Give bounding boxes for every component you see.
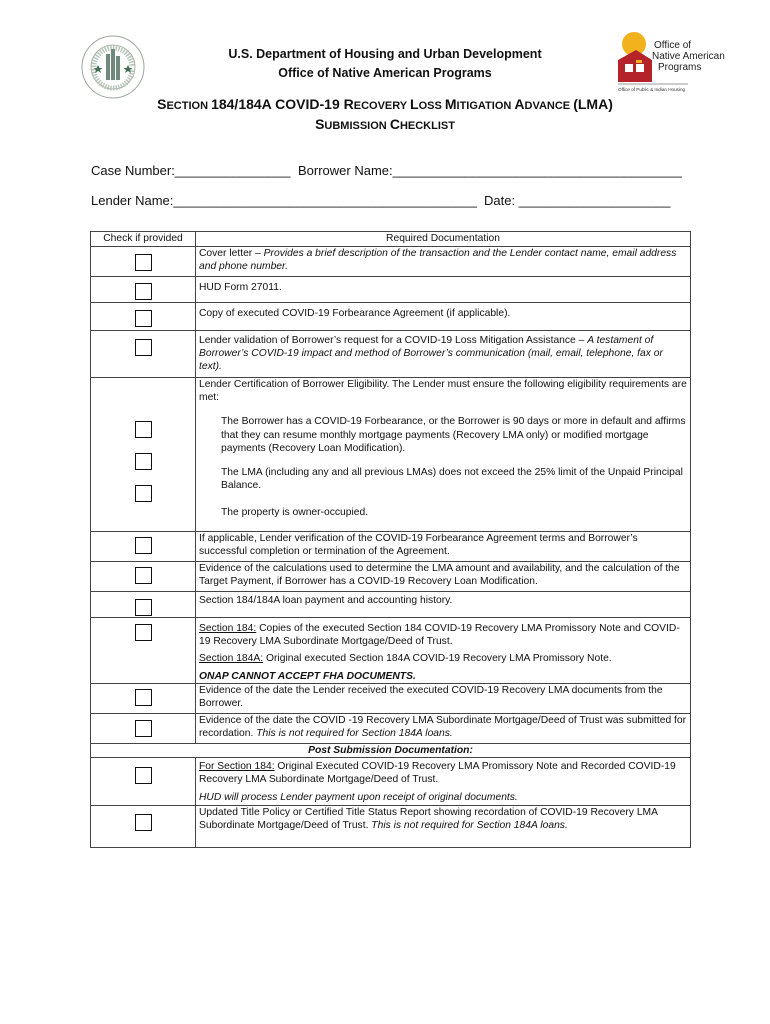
col-docs-header: Required Documentation [196, 232, 691, 247]
table-row [91, 684, 691, 714]
post-submission-heading: Post Submission Documentation: [91, 744, 691, 758]
doc-lender-validation: Lender validation of Borrower’s request for a COVID-19 Loss Mitigation Assistance – A testament of Borrower’s COVID-19 impact and method of Borrower’s communication (mail, email, telephone, fax or text). [196, 331, 691, 378]
col-check-header: Check if provided [91, 232, 196, 247]
doc-recordation-date: Evidence of the date the COVID -19 Recovery LMA Subordinate Mortgage/Deed of Trust was submitted for recordation. This is not required for Section 184A loans. [196, 714, 691, 744]
table-row [91, 247, 691, 277]
onap-logo [612, 30, 725, 96]
checkbox-original-documents[interactable] [135, 767, 152, 784]
checkbox-recordation-date[interactable] [135, 720, 152, 737]
table-row [91, 277, 691, 303]
checkbox-eligibility-forbearance[interactable] [135, 421, 152, 438]
table-row [91, 532, 691, 562]
document-subtitle: SUBMISSION CHECKLIST [315, 116, 455, 132]
checkbox-forbearance-copy[interactable] [135, 310, 152, 327]
table-row [91, 562, 691, 592]
table-row [91, 592, 691, 618]
lender-name-field[interactable]: Lender Name:__________________________________________ [91, 193, 478, 208]
eligibility-item-forbearance: The Borrower has a COVID-19 Forbearance, or the Borrower is 90 days or more in default and affirms that they can resume monthly mortgage payments (Recovery LMA only) or modified mortgage payments (Recovery Loan Modification). [221, 416, 686, 454]
table-row [91, 714, 691, 744]
onap-logo-line1: Office of [654, 40, 692, 51]
onap-logo-line3: Programs [658, 62, 702, 73]
doc-calculations: Evidence of the calculations used to determine the LMA amount and availability, and the calculation of the Target Payment, if Borrower has a COVID-19 Recovery Loan Modification. [196, 562, 691, 592]
post-submission-row [91, 744, 691, 758]
checkbox-promissory-notes[interactable] [135, 624, 152, 641]
office-name: Office of Native American Programs [278, 66, 492, 80]
checklist-table [90, 231, 691, 848]
table-row [91, 378, 691, 532]
doc-forbearance-verification: If applicable, Lender verification of the COVID-19 Forbearance Agreement terms and Borrower’s successful completion or termination of the Agreement. [196, 532, 691, 562]
doc-title-policy: Updated Title Policy or Certified Title Status Report showing recordation of COVID-19 Recovery LMA Subordinate Mortgage/Deed of Trust. This is not required for Section 184A loans. [196, 806, 691, 848]
onap-logo-line2: Native American [652, 51, 725, 62]
table-row [91, 303, 691, 331]
doc-eligibility [196, 378, 691, 532]
table-row [91, 806, 691, 848]
doc-hud-form: HUD Form 27011. [196, 277, 691, 303]
table-row [91, 331, 691, 378]
checkbox-payment-history[interactable] [135, 599, 152, 616]
date-field[interactable]: Date: _____________________ [484, 193, 671, 208]
doc-payment-history: Section 184/184A loan payment and accounting history. [196, 592, 691, 618]
table-row [91, 758, 691, 806]
checkbox-cover-letter[interactable] [135, 254, 152, 271]
case-number-field[interactable]: Case Number:________________ [91, 163, 291, 178]
doc-forbearance-copy: Copy of executed COVID-19 Forbearance Agreement (if applicable). [196, 303, 691, 331]
doc-promissory-notes: Section 184: Copies of the executed Section 184 COVID-19 Recovery LMA Promissory Note and COVID-19 Recovery LMA Subordinate Mortgage/Deed of Trust. Section 184A: Original executed Section 184A COVID-19 Recovery LMA Promissory Note. ONAP CANNOT ACCEPT FHA DOCUMENTS. [196, 618, 691, 684]
agency-name: U.S. Department of Housing and Urban Development [228, 47, 542, 61]
checkbox-hud-form[interactable] [135, 283, 152, 300]
fha-warning: ONAP CANNOT ACCEPT FHA DOCUMENTS. [199, 670, 416, 682]
checkbox-eligibility-owner[interactable] [135, 485, 152, 502]
checkbox-forbearance-verification[interactable] [135, 537, 152, 554]
checkbox-lender-validation[interactable] [135, 339, 152, 356]
borrower-name-field[interactable]: Borrower Name:________________________________________ [298, 163, 682, 178]
checkbox-title-policy[interactable] [135, 814, 152, 831]
eligibility-item-limit: The LMA (including any and all previous LMAs) does not exceed the 25% limit of the Unpaid Principal Balance. [221, 467, 683, 492]
eligibility-item-owner: The property is owner-occupied. [221, 507, 369, 519]
onap-logo-subtitle: Office of Public & Indian Housing [618, 87, 686, 92]
table-row [91, 618, 691, 684]
table-header-row [91, 232, 691, 247]
doc-cover-letter: Cover letter – Provides a brief description of the transaction and the Lender contact name, email address and phone number. [196, 247, 691, 277]
checkbox-date-received[interactable] [135, 689, 152, 706]
checkbox-calculations[interactable] [135, 567, 152, 584]
checkbox-eligibility-limit[interactable] [135, 453, 152, 470]
doc-date-received: Evidence of the date the Lender received the executed COVID-19 Recovery LMA documents from the Borrower. [196, 684, 691, 714]
eligibility-intro: Lender Certification of Borrower Eligibility. The Lender must ensure the following eligibility requirements are met: [199, 379, 687, 404]
document-title: SECTION 184/184A COVID-19 RECOVERY LOSS MITIGATION ADVANCE (LMA) [157, 96, 613, 112]
doc-original-documents: For Section 184: Original Executed COVID-19 Recovery LMA Promissory Note and Recorded COVID-19 Recovery LMA Subordinate Mortgage/Deed of Trust. HUD will process Lender payment upon receipt of original documents. [196, 758, 691, 806]
